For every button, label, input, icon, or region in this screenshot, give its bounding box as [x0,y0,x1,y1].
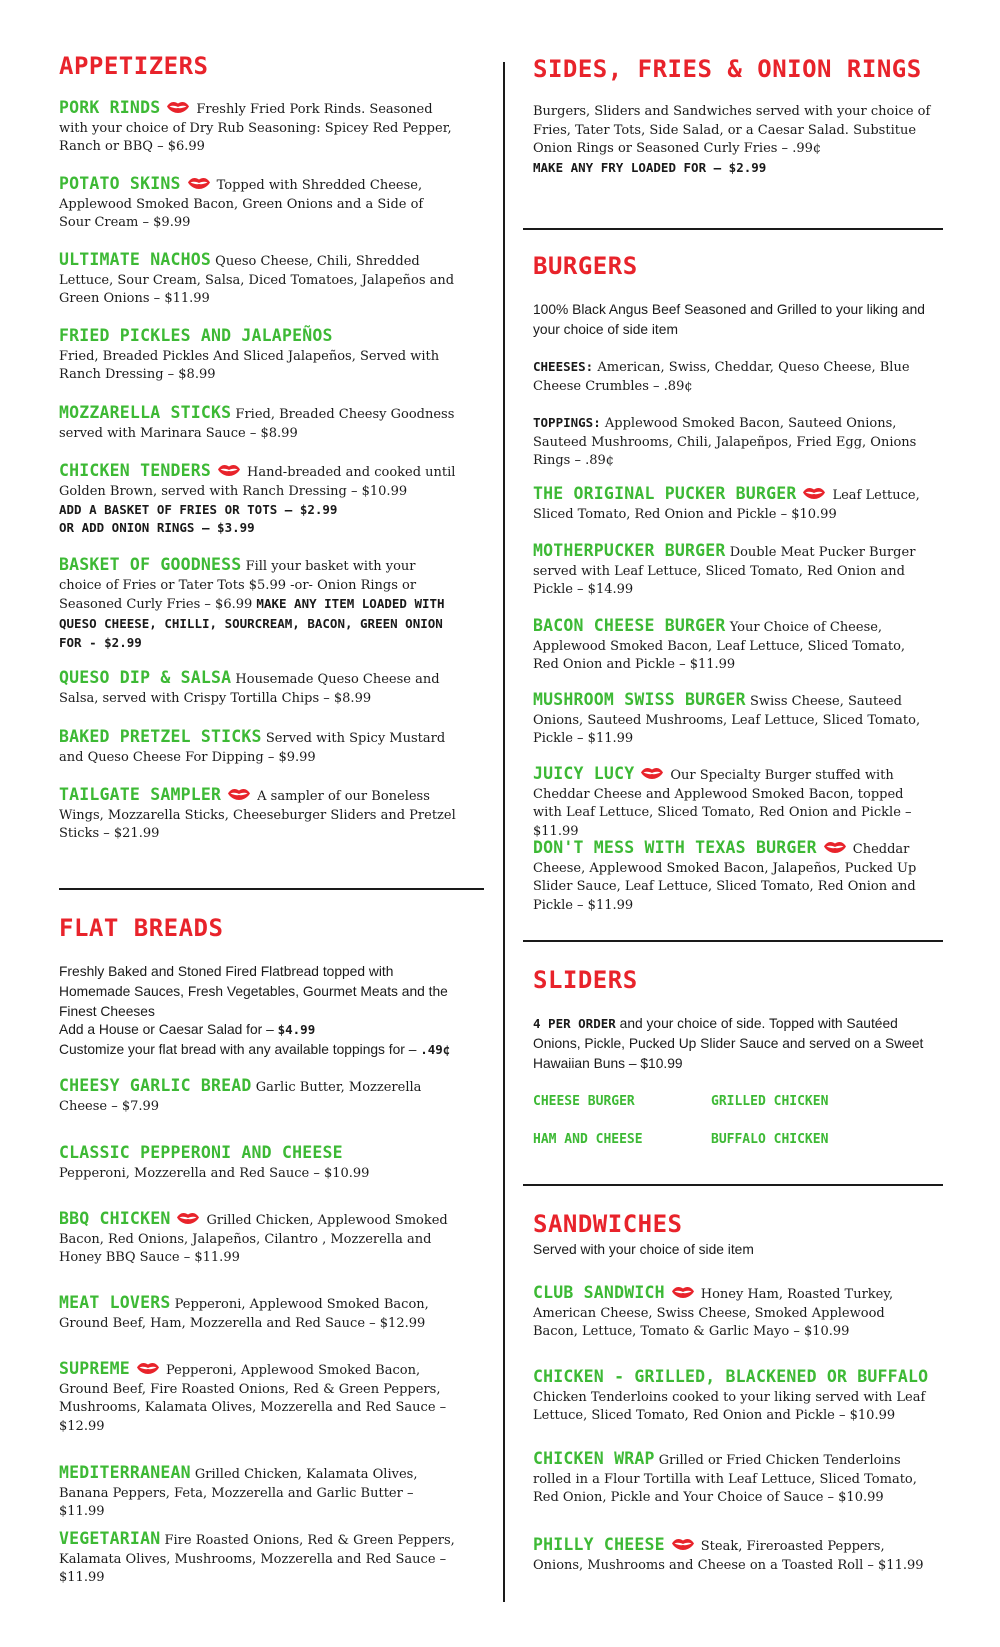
menu-item [533,1368,931,1426]
menu-item [59,1464,457,1522]
menu-item [59,786,457,844]
item-name: VEGETARIAN [59,1529,161,1548]
menu-item [59,1530,457,1588]
menu-item [59,404,457,443]
column-divider [503,62,505,1602]
item-name: CHEESY GARLIC BREAD [59,1076,252,1095]
toppings-label: TOPPINGS: [533,415,601,430]
item-name: PORK RINDS [59,98,161,117]
item-name: DON'T MESS WITH TEXAS BURGER [533,838,817,857]
burgers-toppings [533,414,931,471]
sliders-count: 4 PER ORDER [533,1016,616,1031]
lips-icon [227,787,251,801]
sides-intro [533,103,931,177]
menu-item [533,1284,931,1342]
flatbreads-custom-addon [59,1040,459,1060]
item-name: ULTIMATE NACHOS [59,250,212,269]
item-name: JUICY LUCY [533,764,635,783]
item-description: Queso Cheese, Chili, Shredded Lettuce, Sour Cream, Salsa, Diced Tomatoes, Jalapeños and Green Onions – $11.99 [59,254,455,306]
slider-option: CHEESE BURGER [533,1094,635,1109]
item-description: Pepperoni, Applewood Smoked Bacon, Ground Beef, Fire Roasted Onions, Red & Green Peppers, Mushrooms, Kalamata Olives, Mozzerella and Red Sauce – $12.99 [59,1363,447,1434]
item-name: THE ORIGINAL PUCKER BURGER [533,484,797,503]
item-description: Garlic Butter, Mozzerella Cheese – $7.99 [59,1080,422,1114]
sliders-intro [533,1014,933,1074]
divider-burgers-sliders [523,940,943,942]
item-description: Swiss Cheese, Sauteed Onions, Sauteed Mushrooms, Leaf Lettuce, Sliced Tomato, Pickle – $11.99 [533,694,921,746]
item-description: Hand-breaded and cooked until Golden Brown, served with Ranch Dressing – $10.99 [59,465,456,499]
cheeses-text: American, Swiss, Cheddar, Queso Cheese, Blue Cheese Crumbles – .89¢ [533,360,910,394]
item-name: QUESO DIP & SALSA [59,668,232,687]
menu-item [533,1536,931,1575]
lips-icon [136,1361,160,1375]
divider-sides-burgers [523,228,943,230]
item-description: Pepperoni, Mozzerella and Red Sauce – $10.99 [59,1165,370,1181]
lips-icon [187,176,211,190]
toppings-text: Applewood Smoked Bacon, Sauteed Onions, Sauteed Mushrooms, Chili, Jalapeñpos, Fried Egg, Onions Rings – .89¢ [533,416,917,468]
menu-item [533,485,931,524]
item-description: A sampler of our Boneless Wings, Mozzarella Sticks, Cheeseburger Sliders and Pretzel Sticks – $21.99 [59,789,456,841]
sides-loaded: MAKE ANY FRY LOADED FOR – $2.99 [533,159,767,175]
item-description: Grilled or Fried Chicken Tenderloins rolled in a Flour Tortilla with Leaf Lettuce, Sliced Tomato, Red Onion, Pickle and Your Choice of Sauce – $10.99 [533,1453,917,1505]
sliders-description: and your choice of side. Topped with Sautéed Onions, Pickle, Pucked Up Slider Sauce and served on a Sweet Hawaiian Buns – $10.99 [533,1016,924,1071]
item-description: Housemade Queso Cheese and Salsa, served with Crispy Tortilla Chips – $8.99 [59,672,440,706]
item-description: Served with Spicy Mustard and Queso Cheese For Dipping – $9.99 [59,731,446,765]
item-description: Leaf Lettuce, Sliced Tomato, Red Onion and Pickle – $10.99 [533,488,920,522]
item-name: PHILLY CHEESE [533,1535,665,1554]
item-description: Fire Roasted Onions, Red & Green Peppers, Kalamata Olives, Mushrooms, Mozzerella and Red Sauce – $11.99 [59,1533,455,1585]
menu-item [59,1144,457,1183]
slider-option: HAM AND CHEESE [533,1132,643,1147]
menu-item [59,1077,457,1116]
item-description: Double Meat Pucker Burger served with Leaf Lettuce, Sliced Tomato, Red Onion and Pickle – $14.99 [533,545,916,597]
menu-item [533,542,931,600]
item-name: MUSHROOM SWISS BURGER [533,690,746,709]
slider-option: BUFFALO CHICKEN [711,1132,829,1147]
menu-item [59,327,457,385]
item-name: BACON CHEESE BURGER [533,616,726,635]
menu-item [59,462,457,537]
slider-option: GRILLED CHICKEN [711,1094,829,1109]
item-name: SUPREME [59,1359,130,1378]
divider-appetizers-flatbreads [59,888,484,890]
item-description: Fried, Breaded Cheesy Goodness served with Marinara Sauce – $8.99 [59,407,455,441]
item-description: Topped with Shredded Cheese, Applewood Smoked Bacon, Green Onions and a Side of Sour Cream – $9.99 [59,178,424,230]
item-description: Steak, Fireroasted Peppers, Onions, Mushrooms and Cheese on a Toasted Roll – $11.99 [533,1539,924,1573]
appetizers-heading: APPETIZERS [59,52,209,80]
lips-icon [671,1285,695,1299]
menu-item [533,765,931,841]
menu-item [533,691,931,749]
item-addon: OR ADD ONION RINGS – $3.99 [59,520,255,535]
item-name: CHICKEN WRAP [533,1449,655,1468]
menu-item [59,99,457,157]
custom-addon-text: Customize your flat bread with any available toppings for – [59,1042,417,1057]
custom-addon-price: .49¢ [420,1042,451,1057]
item-description: Grilled Chicken, Applewood Smoked Bacon, Red Onions, Jalapeños, Cilantro , Mozzerella and Honey BBQ Sauce – $11.99 [59,1213,448,1265]
menu-item [59,556,457,654]
burgers-cheeses [533,358,931,396]
divider-sliders-sandwiches [523,1184,943,1186]
flatbreads-intro: Freshly Baked and Stoned Fired Flatbread topped with Homemade Sauces, Fresh Vegetables, Gourmet Meats and the Finest Cheeses [59,964,448,1019]
menu-item [59,728,457,767]
item-description: Fried, Breaded Pickles And Sliced Jalapeños, Served with Ranch Dressing – $8.99 [59,348,440,382]
lips-icon [802,486,826,500]
item-addon: ADD A BASKET OF FRIES OR TOTS – $2.99 [59,502,338,517]
sliders-heading: SLIDERS [533,966,638,994]
flatbreads-heading: FLAT BREADS [59,914,224,942]
item-name: BBQ CHICKEN [59,1209,171,1228]
item-description: Freshly Fried Pork Rinds. Seasoned with your choice of Dry Rub Seasoning: Spicey Red Pepper, Ranch or BBQ – $6.99 [59,102,452,154]
menu-item [59,669,457,708]
sides-description: Burgers, Sliders and Sandwiches served with your choice of Fries, Tater Tots, Side Salad, or a Caesar Salad. Substitue Onion Rings or Seasoned Curly Fries – .99¢ [533,104,931,156]
burgers-heading: BURGERS [533,252,638,280]
item-addon: MAKE ANY ITEM LOADED WITH QUESO CHEESE, CHILLI, SOURCREAM, BACON, GREEN ONION FOR - $2.99 [59,596,445,650]
item-description: Your Choice of Cheese, Applewood Smoked Bacon, Leaf Lettuce, Sliced Tomato, Red Onion and Pickle – $11.99 [533,620,906,672]
lips-icon [640,766,664,780]
menu-item [59,251,457,309]
lips-icon [823,840,847,854]
sandwiches-subtitle: Served with your choice of side item [533,1242,754,1257]
lips-icon [166,100,190,114]
item-description: Grilled Chicken, Kalamata Olives, Banana Peppers, Feta, Mozzerella and Garlic Butter – $11.99 [59,1467,418,1519]
item-description: Honey Ham, Roasted Turkey, American Cheese, Swiss Cheese, Smoked Applewood Bacon, Lettuce, Tomato & Garlic Mayo – $10.99 [533,1287,894,1339]
item-name: MOTHERPUCKER BURGER [533,541,726,560]
sandwiches-heading: SANDWICHES [533,1210,683,1238]
salad-addon-text: Add a House or Caesar Salad for – [59,1022,274,1037]
lips-icon [217,463,241,477]
item-name: CHICKEN - GRILLED, BLACKENED OR BUFFALO [533,1367,929,1386]
lips-icon [176,1211,200,1225]
lips-icon [671,1537,695,1551]
menu-item [59,175,457,233]
item-name: MOZZARELLA STICKS [59,403,232,422]
cheeses-label: CHEESES: [533,359,594,374]
flatbreads-salad-addon [59,1020,459,1040]
menu-item [59,1360,457,1436]
menu-item [533,839,931,915]
item-description: Fill your basket with your choice of Fries or Tater Tots $5.99 -or- Onion Rings or Seasoned Curly Fries – $6.99 [59,559,417,612]
item-name: BAKED PRETZEL STICKS [59,727,262,746]
burgers-intro: 100% Black Angus Beef Seasoned and Grilled to your liking and your choice of side item [533,302,925,337]
item-name: FRIED PICKLES AND JALAPEÑOS [59,326,333,345]
item-description: Pepperoni, Applewood Smoked Bacon, Ground Beef, Ham, Mozzerella and Red Sauce – $12.99 [59,1297,429,1331]
item-name: BASKET OF GOODNESS [59,555,242,574]
sides-heading: SIDES, FRIES & ONION RINGS [533,55,922,83]
item-name: MEAT LOVERS [59,1293,171,1312]
salad-addon-price: $4.99 [277,1022,316,1037]
item-name: CLUB SANDWICH [533,1283,665,1302]
item-name: CLASSIC PEPPERONI AND CHEESE [59,1143,343,1162]
item-name: MEDITERRANEAN [59,1463,191,1482]
item-name: CHICKEN TENDERS [59,461,212,480]
item-name: POTATO SKINS [59,174,181,193]
item-description: Our Specialty Burger stuffed with Cheddar Cheese and Applewood Smoked Bacon, topped with Leaf Lettuce, Sliced Tomato, Red Onion and Pickle – $11.99 [533,768,912,839]
menu-item [533,1450,931,1508]
item-name: TAILGATE SAMPLER [59,785,222,804]
menu-item [533,617,931,675]
item-description: Chicken Tenderloins cooked to your liking served with Leaf Lettuce, Sliced Tomato, Red Onion and Pickle – $10.99 [533,1389,926,1423]
menu-item [59,1294,457,1333]
menu-item [59,1210,457,1268]
item-description: Cheddar Cheese, Applewood Smoked Bacon, Jalapeños, Pucked Up Slider Sauce, Leaf Lettuce, Sliced Tomato, Red Onion and Pickle – $11.99 [533,842,917,913]
